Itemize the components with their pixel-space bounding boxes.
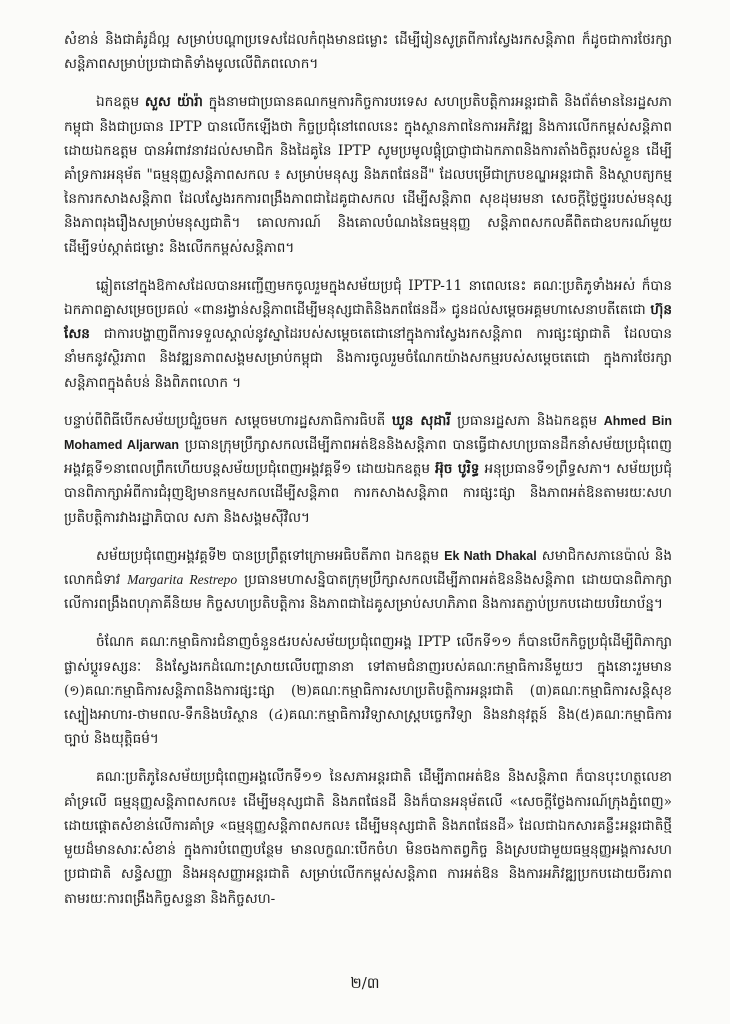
- paragraph-2-after: ក្នុងនាមជាប្រធានគណកម្មការកិច្ចការបរទេស សហប្រតិបត្តិការអន្តរជាតិ និងព័ត៌មាននៃរដ្ឋសភាកម្ពុជា និងជាប្រធាន IPTP បានលើកឡើងថា កិច្ចប្រជុំនៅពេលនេះ ក្នុងស្ថានភាពនៃការអភិវឌ្ឍ និងការលើកកម្ពស់សន្តិភាព ដោយឯកឧត្តម បានអំពាវនាវដល់សមាជិក និងដៃគូនៃ IPTP សូមប្រមូលផ្តុំប្រាជ្ញាជាឯកភាពនិងការតាំងចិត្តរបស់ខ្លួន ដើម្បីគាំទ្រការអនុម័ត "ធម្មនុញ្ញសន្តិភាពសកល ៖ សម្រាប់មនុស្ស និងភពផែនដី" ដែលបម្រើជាក្របខណ្ឌអន្តរជាតិ និងស្ថាបត្យកម្មនៃការកសាងសន្តិភាព ដែលស្វែងរកការពង្រឹងភាពជាដៃគូជាសកល ដើម្បីសន្តិភាព សុខដុមរមនា សេចក្តីថ្លៃថ្នូររបស់មនុស្ស និងភាពរុងរឿងសម្រាប់មនុស្សជាតិ។ គោលការណ៍ និងគោលបំណងនៃធម្មនុញ្ញ សន្តិភាពសកលគឺពិតជាឧបករណ៍មួយដើម្បីទប់ស្កាត់ជម្លោះ និងលើកកម្ពស់សន្តិភាព។: [64, 94, 672, 256]
- paragraph-2-name: សួស យ៉ារ៉ា: [144, 94, 203, 111]
- paragraph-4-before: បន្ទាប់ពីពិធីបើកសម័យប្រជុំរួចមក សម្តេចមហារដ្ឋសភាធិការធិបតី: [64, 412, 392, 429]
- paragraph-5-mid: សមាជិកសភានេប៉ាល់ និង លោកជំទាវ: [64, 547, 672, 589]
- paragraph-4-name-2: អ៊ុច បូរិទ្ធ: [435, 461, 480, 478]
- paragraph-5-latin-name: Ek Nath Dhakal: [444, 548, 537, 563]
- page-number: ២/៣: [350, 974, 380, 992]
- paragraph-3-after: ជាការបង្ហាញពីការទទួលស្គាល់នូវស្នាដៃរបស់សម្តេចតេជោនៅក្នុងការស្វែងរកសន្តិភាព ការផ្សះផ្សាជាតិ ដែលបាននាំមកនូវស្ថិរភាព និងវឌ្ឍនភាពសង្គមសម្រាប់កម្ពុជា និងការចូលរួមចំណែកយ៉ាងសកម្មរបស់សម្តេចតេជោ ក្នុងការថែរក្សាសន្តិភាពក្នុងតំបន់ និងពិភពលោក ។: [64, 326, 672, 391]
- paragraph-5: [64, 544, 672, 617]
- paragraph-2-before: ឯកឧត្តម: [96, 94, 145, 111]
- paragraph-1: [64, 28, 672, 76]
- paragraph-4-after-2: អនុប្រធានទី១ព្រឹទ្ធសភា។ សម័យប្រជុំបានពិភាក្សាអំពីការជំរុញឱ្យមានកម្មសកលដើម្បីសន្តិភាព ការកសាងសន្តិភាព ការផ្សះផ្សា និងភាពអត់ឱនតាមរយៈសហប្រតិបត្តិការវាងរដ្ឋាភិបាល សភា និងសង្គមស៊ីវិល។: [64, 461, 673, 526]
- paragraph-2: [64, 90, 672, 259]
- paragraph-5-after: ប្រធានមហាសន្និបាតក្រុមប្រឹក្សាសកលដើម្បីភាពអត់ឱននិងសន្តិភាព ដោយបានពិភាក្សាលើការពង្រឹងពហុភាគីនិយម កិច្ចសហប្រតិបត្តិការ និងភាពជាដៃគូសម្រាប់សហភិភាព និងការតភ្ជាប់ប្រកបដោយបរិយាប័ន្ន។: [64, 572, 672, 613]
- paragraph-7-text: គណៈប្រតិភូនៃសម័យប្រជុំពេញអង្គលើកទី១១ នៃសភាអន្តរជាតិ ដើម្បីភាពអត់ឱន និងសន្តិភាព ក៏បានបុះហត្ថលេខាគាំទ្រលើ ធម្មនុញ្ញសន្តិភាពសកល៖ ដើម្បីមនុស្សជាតិ និងភពផែនដី និងក៏បានអនុម័តលើ «សេចក្តីថ្លែងការណ៍ក្រុងភ្នំពេញ» ដោយផ្តោតសំខាន់លើការគាំទ្រ «ធម្មនុញ្ញសន្តិភាពសកល៖ ដើម្បីមនុស្សជាតិ និងភពផែនដី» ដែលជាឯកសារគន្លឹះអន្តរជាតិថ្មីមួយដ៏មានសារៈសំខាន់ ក្នុងការបំពេញបន្ថែម មានលក្ខណៈបើកចំហ មិនចងកាតព្វកិច្ច និងស្របជាមួយធម្មនុញ្ញអង្គការសហប្រជាជាតិ សន្ធិសញ្ញា និងអនុសញ្ញាអន្តរជាតិ សម្រាប់លើកកម្ពស់សន្តិភាព ការអត់ឱន និងការអភិវឌ្ឍប្រកបដោយចីរភាព តាមរយៈការពង្រឹងកិច្ចសន្ទនា និងកិច្ចសហ-: [64, 769, 672, 907]
- paragraph-4-latin-name: Ahmed Bin Mohamed Aljarwan: [64, 413, 672, 453]
- paragraph-7: [64, 765, 672, 910]
- paragraph-6-text: ចំណែក គណៈកម្មាធិការជំនាញចំនួន៥របស់សម័យប្រជុំពេញអង្គ IPTP លើកទី១១ ក៏បានបើកកិច្ចប្រជុំដើម្បីពិភាក្សា ផ្លាស់ប្តូរទស្សនៈ និងស្វែងរកដំណោះស្រាយលើបញ្ហានានា ទៅតាមជំនាញរបស់គណៈកម្មាធិការនីមួយៗ ក្នុងនោះរួមមាន (១)គណៈកម្មាធិការសន្តិភាពនិងការផ្សះផ្សា (២)គណៈកម្មាធិការសហប្រតិបត្តិការអន្តរជាតិ (៣)គណៈកម្មាធិការសន្តិសុខ ស្បៀងអាហារ-ថាមពល-ទឹកនិងបរិស្ថាន (៤)គណៈកម្មាធិការវិទ្យាសាស្ត្របច្ចេកវិទ្យា និងនវានុវត្តន៍ និង(៥)គណៈកម្មាធិការច្បាប់ និងយុត្តិធម៌។: [64, 634, 672, 748]
- paragraph-3: [64, 274, 672, 395]
- paragraph-5-italic-name: Margarita Restrepo: [127, 572, 238, 588]
- paragraph-3-name: ហ៊ុន សែន: [64, 302, 672, 343]
- paragraph-4-after: ប្រធានក្រុមប្រឹក្សាសកលដើម្បីភាពអត់ឱននិងសន្តិភាព បានធ្វើជាសហប្រធានដឹកនាំសម័យប្រជុំពេញអង្គវគ្គទី១នាពេលព្រឹកហើយបន្តសម័យប្រជុំពេញអង្គវគ្គទី១ ដោយឯកឧត្តម: [64, 437, 672, 478]
- paragraph-5-before: សម័យប្រជុំពេញអង្គវគ្គទី២ បានប្រព្រឹត្តទៅក្រោមអធិបតីភាព ឯកឧត្តម: [96, 547, 445, 564]
- paragraph-6: [64, 630, 672, 751]
- paragraph-4-mid: ប្រធានរដ្ឋសភា និងឯកឧត្តម: [450, 412, 604, 429]
- paragraph-3-before: ឆ្លៀតនៅក្នុងឱកាសដែលបានអញ្ជើញមកចូលរួមក្នុងសម័យប្រជុំ IPTP-11 នាពេលនេះ គណៈប្រតិភូទាំងអស់ ក៏បានឯកភាពគ្នាសម្រេចប្រគល់ «ពានរង្វាន់សន្តិភាពដើម្បីមនុស្សជាតិនិងភពផែនដី» ជូនដល់សម្តេចអគ្គមហាសេនាបតីតេជោ: [64, 277, 672, 319]
- paragraph-4-name: ឃួន សុដារី: [391, 412, 451, 429]
- paragraph-4: [64, 409, 672, 530]
- paragraph-1-text: សំខាន់ និងជាគំរូដ៏ល្អ សម្រាប់បណ្តាប្រទេសដែលកំពុងមានជម្លោះ ដើម្បីរៀនសូត្រពីការស្វែងរកសន្តិភាព ក៏ដូចជាការថែរក្សាសន្តិភាពសម្រាប់ប្រជាជាតិទាំងមូលលើពិភពលោក។: [64, 32, 672, 73]
